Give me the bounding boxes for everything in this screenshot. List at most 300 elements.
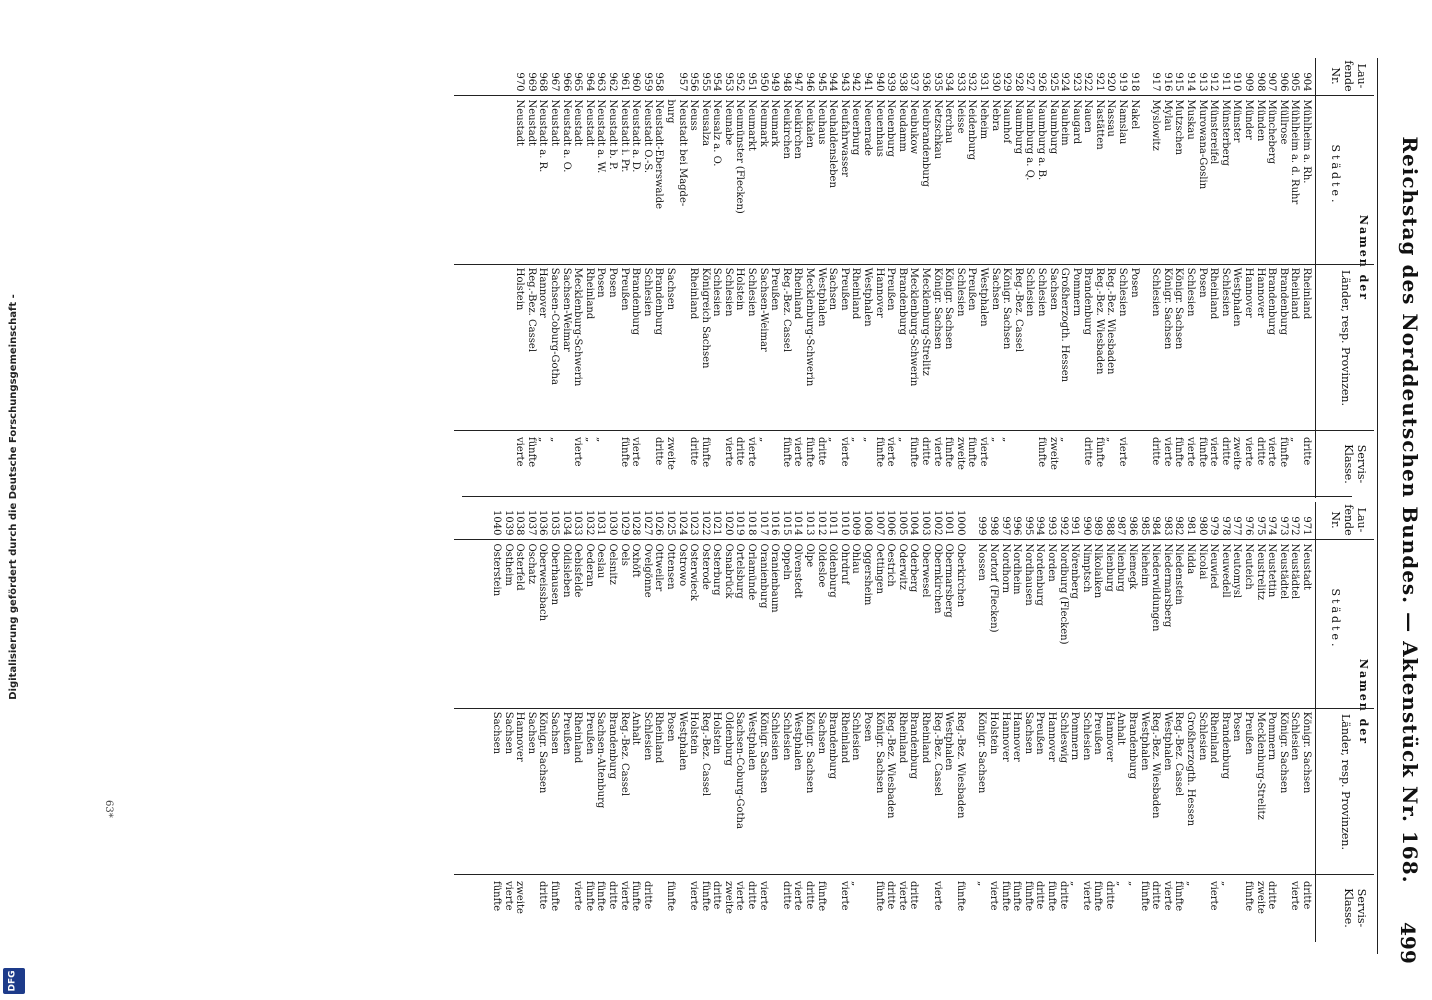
land-name: Königr. Sachsen <box>931 267 943 350</box>
row-number: 989 <box>1092 516 1104 536</box>
land-name: Reg.-Bez. Cassel <box>525 267 537 353</box>
servis-class: dritte <box>1301 437 1312 466</box>
row-number: 952 <box>734 72 746 92</box>
servis-class: „ <box>976 881 988 887</box>
city-name: Neudamm <box>896 99 908 152</box>
row-number: 942 <box>850 72 862 92</box>
land-name: Preußen <box>1034 711 1046 755</box>
city-name: Neumünster (Flecken) <box>734 99 746 214</box>
city-name: Olvenstedt <box>792 543 804 599</box>
land-name: Großherzogth. Hessen <box>1185 711 1197 827</box>
row-number: 1022 <box>699 509 711 536</box>
row-number: 1025 <box>664 509 676 536</box>
table-row <box>653 58 665 498</box>
table-row <box>919 58 931 498</box>
city-name: Oldenburg <box>827 543 839 598</box>
row-number: 955 <box>699 72 711 92</box>
table-row <box>792 58 804 498</box>
land-name: Sachsen-Coburg-Gotha <box>734 711 746 829</box>
table-row <box>1082 58 1094 498</box>
land-name: Westphalen <box>792 711 804 771</box>
land-name: Brandenburg <box>630 267 642 336</box>
land-name: Brandenburg <box>896 267 908 336</box>
city-name: Nidda <box>1185 543 1197 575</box>
servis-class: vierte <box>1117 437 1129 467</box>
servis-class: dritte <box>1150 881 1162 910</box>
row-number: 1030 <box>606 509 618 536</box>
table-row <box>827 58 839 498</box>
land-name: Preußen <box>618 267 630 311</box>
city-name: Muskau <box>1185 99 1197 140</box>
row-number: 905 <box>1289 72 1301 92</box>
servis-class: „ <box>1219 881 1231 887</box>
table-row <box>548 58 560 498</box>
row-number: 967 <box>549 72 560 92</box>
row-number: 988 <box>1103 516 1115 536</box>
row-number: 1003 <box>920 509 931 536</box>
servis-class: fünfte <box>966 437 978 468</box>
city-name: Osterode <box>699 543 711 590</box>
row-number: 1037 <box>525 509 537 536</box>
row-number: 913 <box>1196 72 1208 92</box>
city-name: Nortorf (Flecken) <box>987 543 999 633</box>
document-page <box>92 0 1432 1000</box>
land-name: Sachsen-Weimar <box>757 267 769 352</box>
table-row <box>908 502 920 942</box>
land-name: Brandenburg <box>1266 267 1278 336</box>
table-row <box>1024 58 1036 498</box>
city-name: Nicolai <box>1196 543 1208 580</box>
row-number: 1018 <box>746 509 758 536</box>
land-name: Schlesien <box>1185 267 1197 317</box>
table-row <box>1231 502 1243 942</box>
city-name: Nienburg <box>1103 543 1115 592</box>
row-number: 1023 <box>688 509 700 536</box>
city-name: Neukalen <box>804 99 816 149</box>
city-name: Oranienburg <box>757 543 769 609</box>
table-row <box>943 502 955 942</box>
servis-class: vierte <box>838 437 850 467</box>
servis-class: fünfte <box>1277 437 1289 468</box>
row-number: 990 <box>1080 516 1092 536</box>
city-name: Neuenrade <box>862 99 874 156</box>
row-number: 1034 <box>560 509 572 536</box>
row-number: 962 <box>606 72 618 92</box>
table-row <box>838 58 850 498</box>
servis-class: zweite <box>1231 437 1243 470</box>
servis-class: dritte <box>711 881 723 910</box>
land-name: Brandenburg <box>1277 267 1289 336</box>
servis-class: fünfte <box>491 881 503 912</box>
table-row <box>1115 502 1127 942</box>
row-number: 953 <box>722 72 734 92</box>
city-name: Neukirchen <box>792 99 804 159</box>
servis-class: vierte <box>572 881 584 911</box>
land-name: Hannover <box>999 711 1011 762</box>
city-name: Münster <box>1231 99 1243 143</box>
land-name: Posen <box>664 711 676 742</box>
land-name: Schlesien <box>1289 711 1301 761</box>
servis-class: dritte <box>734 437 746 466</box>
city-name: Oeslau <box>595 543 607 579</box>
row-number: 943 <box>838 72 850 92</box>
city-name: Nordhorn <box>999 543 1011 594</box>
row-number: 1032 <box>583 509 595 536</box>
land-name: Mecklenburg-Schwerin <box>908 267 920 387</box>
city-name: Neuss <box>688 99 700 131</box>
land-name: Pommern <box>1069 711 1081 761</box>
land-name: Rheinland <box>850 267 862 320</box>
land-name: Sachsen <box>502 711 514 755</box>
servis-class: vierte <box>1161 881 1173 911</box>
servis-class: „ <box>862 437 874 443</box>
land-name: Rheinland <box>1301 267 1312 320</box>
servis-class: zweite <box>722 881 734 914</box>
table-row <box>572 502 584 942</box>
city-name: Neukirchen <box>780 99 792 159</box>
city-name: Neuenburg <box>885 99 897 157</box>
row-number: 917 <box>1150 72 1162 92</box>
servis-class: fünfte <box>1196 437 1208 468</box>
city-name: Namslau <box>1117 99 1129 145</box>
table-row <box>1196 58 1208 498</box>
row-number: 991 <box>1069 516 1081 536</box>
city-name: Netzschkau <box>931 99 943 160</box>
row-number: 983 <box>1161 516 1173 536</box>
table-row <box>827 502 839 942</box>
land-name: Hannover <box>537 267 549 318</box>
row-number: 924 <box>1059 72 1071 92</box>
table-row <box>885 58 897 498</box>
row-number: 944 <box>827 72 839 92</box>
land-name: Schlesien <box>850 711 862 761</box>
servis-class: fünfte <box>1138 881 1150 912</box>
row-number: 969 <box>525 72 537 92</box>
city-name: Neutomysl <box>1231 543 1243 599</box>
servis-class <box>1231 875 1243 942</box>
city-name: burg <box>664 99 676 124</box>
servis-class <box>769 875 781 942</box>
city-name: Nordenburg <box>1034 543 1046 606</box>
row-number: 961 <box>618 72 630 92</box>
table-row <box>734 58 746 498</box>
row-number: 1020 <box>722 509 734 536</box>
row-number: 1014 <box>792 509 804 536</box>
table-row <box>873 58 885 498</box>
land-name: Westphalen <box>1231 267 1243 327</box>
table-row <box>1057 502 1069 942</box>
table-row <box>734 502 746 942</box>
city-name: Neustettin <box>1266 543 1278 598</box>
row-number: 1008 <box>862 509 874 536</box>
table-row <box>1011 502 1023 942</box>
land-name: Königreich Sachsen <box>699 267 711 369</box>
land-name: Rheinland <box>1289 267 1301 320</box>
city-name: Neustadt <box>572 99 584 147</box>
table-row <box>688 502 700 942</box>
servis-class: vierte <box>987 881 999 911</box>
city-name: Neustadt <box>583 99 595 147</box>
land-name: Brandenburg <box>827 711 839 780</box>
city-name: Neuwedell <box>1219 543 1231 598</box>
table-row <box>1150 502 1162 942</box>
land-name: Rheinland <box>792 267 804 320</box>
table-row <box>780 58 792 498</box>
table-row <box>803 502 815 942</box>
city-name: Nakel <box>1128 99 1140 130</box>
row-number: 931 <box>977 72 989 92</box>
table-row <box>803 58 815 498</box>
land-name: Sachsen <box>525 711 537 755</box>
land-name: Holstein <box>514 267 526 311</box>
table-left <box>454 58 1374 498</box>
row-number: 1012 <box>815 509 827 536</box>
row-number: 1005 <box>896 509 908 536</box>
table-row <box>1231 58 1243 498</box>
city-name: Nieheim <box>1138 543 1150 587</box>
dfg-logo <box>3 968 25 994</box>
table-row <box>1047 58 1059 498</box>
land-name: Königr. Sachsen <box>1001 267 1013 350</box>
row-number: 984 <box>1150 516 1162 536</box>
city-name: Osterwieck <box>688 543 700 601</box>
servis-class <box>641 431 653 498</box>
row-number: 1019 <box>734 509 746 536</box>
city-name: Nordhausen <box>1022 543 1034 606</box>
servis-class: vierte <box>1080 881 1092 911</box>
city-name: Norden <box>1045 543 1057 582</box>
table-row <box>1080 502 1092 942</box>
header-staedte: Städte. <box>1329 588 1342 650</box>
row-number: 1026 <box>653 509 665 536</box>
table-row <box>676 502 688 942</box>
city-name: Oels <box>618 543 630 566</box>
servis-class: dritte <box>1150 437 1162 466</box>
city-name: Olpe <box>804 543 816 568</box>
row-number: 1000 <box>954 509 966 536</box>
land-name: Königr. Sachsen <box>873 711 885 794</box>
city-name: Neustadt <box>1301 543 1312 591</box>
header-nr: Lau- fende Nr. <box>1329 60 1368 92</box>
row-number: 916 <box>1161 72 1173 92</box>
servis-class: vierte <box>838 881 850 911</box>
table-row <box>1208 58 1220 498</box>
servis-class <box>560 875 572 942</box>
city-name: Nebra <box>989 99 1001 132</box>
land-name: Reg.-Bez. Cassel <box>780 267 792 353</box>
land-name: Reg.-Bez. Wiesbaden <box>1093 267 1105 375</box>
table-row <box>502 502 514 942</box>
row-number: 1035 <box>549 509 560 536</box>
servis-class: dritte <box>1103 881 1115 910</box>
row-number: 1017 <box>757 509 769 536</box>
servis-class: fünfte <box>873 881 885 912</box>
table-row <box>746 58 758 498</box>
table-row <box>1022 502 1034 942</box>
servis-class: fünfte <box>1173 881 1185 912</box>
servis-class: fünfte <box>954 881 966 912</box>
land-name: Preußen <box>966 267 978 311</box>
table-row <box>1161 58 1173 498</box>
city-name: Münder <box>1243 99 1255 140</box>
table-row <box>815 502 827 942</box>
land-name: Schlesien <box>1024 267 1036 317</box>
row-number: 986 <box>1127 516 1139 536</box>
land-name: Reg.-Bez. Cassel <box>618 711 630 797</box>
row-number: 951 <box>746 72 758 92</box>
servis-class: „ <box>850 437 862 443</box>
table-row <box>850 58 862 498</box>
servis-class: dritte <box>908 881 920 910</box>
servis-class: vierte <box>792 881 804 911</box>
row-number: 920 <box>1105 72 1117 92</box>
city-name: Neustadt <box>525 99 537 147</box>
land-name: Reg.-Bez. Wiesbaden <box>1105 267 1117 375</box>
land-name: Hannover <box>873 267 885 318</box>
table-row <box>966 58 978 498</box>
servis-class: dritte <box>804 881 816 910</box>
land-name: Posen <box>595 267 607 298</box>
land-name: Großherzogth. Hessen <box>1059 267 1071 383</box>
servis-class: fünfte <box>595 881 607 912</box>
city-name: Neustädtel <box>1277 543 1289 600</box>
row-number: 948 <box>780 72 792 92</box>
table-row <box>1277 502 1289 942</box>
city-name: Neuhaldensleben <box>827 99 839 188</box>
land-name: Hannover <box>1254 267 1266 318</box>
city-name: Neusalza <box>699 99 711 147</box>
row-number: 934 <box>943 72 955 92</box>
city-name: Oebisfelde <box>572 543 584 598</box>
land-name: Posen <box>1231 711 1243 742</box>
land-name: Holstein <box>734 267 746 311</box>
land-name: Preußen <box>1243 711 1255 755</box>
land-name: Sachsen <box>827 267 839 311</box>
table-row <box>606 502 618 942</box>
servis-class: fünfte <box>1045 881 1057 912</box>
table-row <box>1254 58 1266 498</box>
row-number: 940 <box>873 72 885 92</box>
servis-class: fünfte <box>873 437 885 468</box>
row-number: 1038 <box>514 509 526 536</box>
table-row <box>943 58 955 498</box>
table-row <box>548 502 560 942</box>
table-row <box>688 58 700 498</box>
land-name: Schlesien <box>641 267 653 317</box>
table-row <box>1117 58 1129 498</box>
land-name: Königr. Sachsen <box>804 711 816 794</box>
servis-class: dritte <box>885 881 897 910</box>
row-number: 1013 <box>804 509 816 536</box>
land-name: Königr. Sachsen <box>1161 267 1173 350</box>
city-name: Oderberg <box>908 543 920 593</box>
city-name: Nassau <box>1105 99 1117 137</box>
city-name: Nikolaiken <box>1092 543 1104 599</box>
servis-class: „ <box>896 437 908 443</box>
row-number: 904 <box>1301 72 1312 92</box>
row-number: 912 <box>1208 72 1220 92</box>
servis-class: „ <box>1289 437 1301 443</box>
city-name: Osnabrück <box>722 543 734 599</box>
city-name: Oldisleben <box>560 543 572 598</box>
row-number: 915 <box>1173 72 1185 92</box>
land-name: Mecklenburg-Strelitz <box>1254 711 1266 820</box>
city-name: Ortelsburg <box>734 543 746 599</box>
city-name: Mühlheim a. d. Ruhr <box>1289 99 1301 205</box>
row-number: 1028 <box>630 509 642 536</box>
table-row <box>977 58 989 498</box>
servis-class: fünfte <box>699 437 711 468</box>
servis-class: vierte <box>1208 881 1220 911</box>
servis-class: vierte <box>1243 437 1255 467</box>
land-name: Westphalen <box>943 711 955 771</box>
row-number: 923 <box>1070 72 1082 92</box>
row-number: 1036 <box>537 509 549 536</box>
side-strip <box>0 0 28 1000</box>
running-head: Reichstag des Norddeutschen Bundes. — Aktenstück Nr. 168. <box>1398 136 1422 884</box>
row-number: 985 <box>1138 516 1150 536</box>
dfg-logo-text: DFG <box>7 970 18 992</box>
table-row <box>664 502 676 942</box>
servis-class: „ <box>827 437 839 443</box>
city-name: Oberwesel <box>920 543 931 598</box>
table-row <box>664 58 676 498</box>
land-name: Pommern <box>1070 267 1082 317</box>
row-number: 958 <box>653 72 665 92</box>
servis-class: fünfte <box>1093 437 1105 468</box>
servis-class: vierte <box>757 881 769 911</box>
table-row <box>1069 502 1081 942</box>
row-number: 1031 <box>595 509 607 536</box>
row-number: 954 <box>711 72 723 92</box>
servis-class <box>1196 875 1208 942</box>
row-number: 995 <box>1022 516 1034 536</box>
land-name: Königr. Sachsen <box>1301 711 1312 794</box>
table-row <box>525 502 537 942</box>
header-staedte: Städte. <box>1329 144 1342 206</box>
table-row <box>1138 502 1150 942</box>
table-row <box>1045 502 1057 942</box>
servis-class: dritte <box>1219 437 1231 466</box>
table-row <box>1035 58 1047 498</box>
land-name: Schlesien <box>746 267 758 317</box>
servis-class: „ <box>1105 437 1117 443</box>
table-row <box>1012 58 1024 498</box>
servis-class: dritte <box>606 881 618 910</box>
table-row <box>1127 502 1139 942</box>
land-name: Preußen <box>885 267 897 311</box>
table-row <box>583 58 595 498</box>
table-row <box>954 58 966 498</box>
city-name: Neustadt b. P. <box>606 99 618 170</box>
servis-class: vierte <box>885 437 897 467</box>
table-row <box>976 502 988 942</box>
land-name: Sachsen-Weimar <box>560 267 572 352</box>
table-row <box>999 502 1011 942</box>
servis-class: vierte <box>618 881 630 911</box>
servis-class: vierte <box>931 881 943 911</box>
city-name: Ostrowo <box>676 543 688 587</box>
table-row <box>896 502 908 942</box>
servis-class: fünfte <box>999 881 1011 912</box>
servis-class: „ <box>989 437 1001 443</box>
land-name: Schlesien <box>1196 711 1208 761</box>
servis-class: dritte <box>1266 881 1278 910</box>
servis-class: vierte <box>977 437 989 467</box>
land-name: Rheinland <box>920 711 931 764</box>
table-row <box>699 502 711 942</box>
row-number: 1006 <box>885 509 897 536</box>
